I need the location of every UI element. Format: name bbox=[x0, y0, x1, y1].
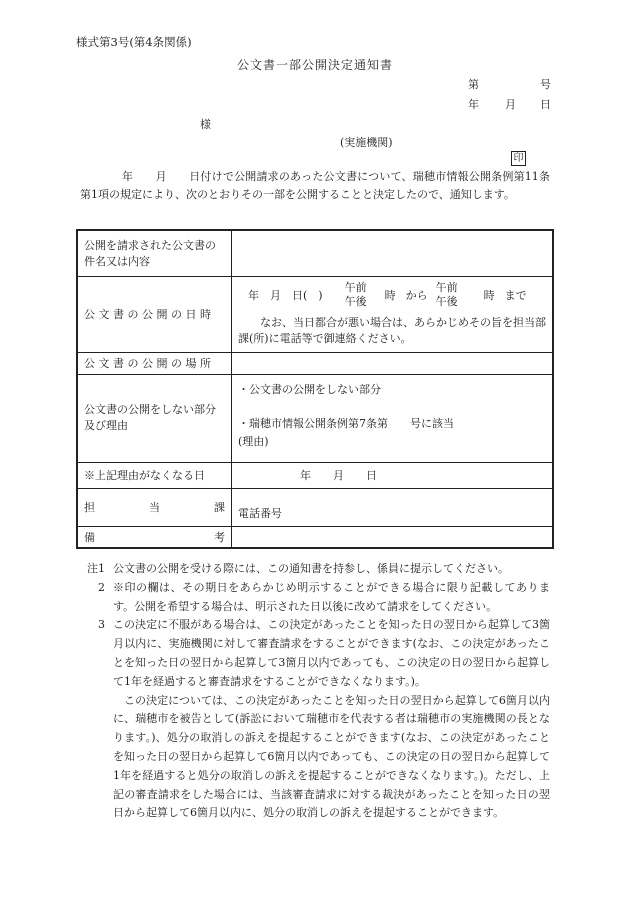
table-row bbox=[77, 230, 553, 276]
note-number: 注1 bbox=[87, 562, 105, 575]
date-year: 年 bbox=[468, 98, 479, 111]
note-text: 公文書の公開を受ける際には、この通知書を持参し、係員に提示してください。 bbox=[113, 562, 509, 575]
note-1 bbox=[80, 560, 550, 579]
number-prefix: 第 bbox=[468, 78, 479, 91]
note-number: 2 bbox=[98, 580, 105, 594]
from-label: から bbox=[405, 289, 428, 302]
page-title: 公文書一部公開決定通知書 bbox=[236, 58, 393, 72]
department-label-char: 課 bbox=[214, 501, 225, 514]
seal-mark: 印 bbox=[511, 151, 526, 166]
ordinance-item: ・瑞穂市情報公開条例第7条第 号に該当 bbox=[238, 416, 454, 430]
reason-end-label: ※上記理由がなくなる日 bbox=[77, 462, 232, 488]
form-number: 様式第3号(第4条関係) bbox=[76, 35, 192, 49]
remarks-label-char: 備 bbox=[84, 530, 95, 544]
table-row bbox=[77, 352, 553, 374]
until-label: まで bbox=[504, 289, 527, 302]
department-label bbox=[77, 488, 232, 526]
number-suffix: 号 bbox=[540, 78, 551, 91]
table-row bbox=[77, 462, 553, 488]
disclosure-place-label: 公 文 書 の 公 開 の 場 所 bbox=[77, 352, 232, 374]
table-row bbox=[77, 374, 553, 462]
disclosure-datetime-value bbox=[232, 276, 554, 352]
remarks-value bbox=[232, 526, 554, 548]
pm-label: 午後 bbox=[435, 295, 458, 308]
requested-document-label: 公開を請求された公文書の件名又は内容 bbox=[77, 230, 232, 276]
table-row bbox=[77, 526, 553, 548]
note-text: ※印の欄は、その期日をあらかじめ明示することができる場合に限り記載してあります。公開を希望する場合は、明示された日以後に改めて請求をしてください。 bbox=[113, 580, 550, 613]
datetime-date: 年 月 日( ) bbox=[248, 289, 323, 302]
department-label-char: 当 bbox=[149, 501, 160, 514]
phone-label: 電話番号 bbox=[238, 506, 282, 520]
note-number: 3 bbox=[98, 618, 105, 632]
undisclosed-part-label: 公文書の公開をしない部分及び理由 bbox=[77, 374, 232, 462]
note-2 bbox=[80, 579, 550, 617]
undisclosed-part-value bbox=[232, 374, 554, 462]
remarks-label-char: 考 bbox=[214, 530, 225, 544]
addressee-suffix: 様 bbox=[200, 118, 211, 131]
datetime-line bbox=[238, 281, 546, 309]
hour-end: 時 bbox=[483, 289, 495, 302]
disclosure-place-value bbox=[232, 352, 554, 374]
pm-label: 午後 bbox=[344, 295, 367, 308]
ampm-end bbox=[436, 281, 458, 309]
intro-paragraph: 年 月 日付けで公開請求のあった公文書について、瑞穂市情報公開条例第11条第1項の規定により、次のとおりその一部を公開することと決定したので、通知します。 bbox=[80, 170, 550, 201]
disclosure-datetime-label bbox=[77, 276, 232, 352]
hour-start: 時 bbox=[384, 289, 396, 302]
disclosure-datetime-label-text: 公 文 書 の 公 開 の 日 時 bbox=[84, 308, 211, 321]
decision-table bbox=[76, 229, 554, 549]
remarks-label bbox=[77, 526, 232, 548]
undisclosed-part-item: ・公文書の公開をしない部分 bbox=[238, 382, 381, 396]
table-row bbox=[77, 276, 553, 352]
note-3 bbox=[80, 616, 550, 691]
am-label: 午前 bbox=[344, 281, 367, 295]
note-text: この決定に不服がある場合は、この決定があったことを知った日の翌日から起算して3箇月以内に、実施機関に対して審査請求をすることができます(なお、この決定があったことを知った日の翌日から起算して3箇月以内であっても、この決定の日の翌日から起算して1年を経過すると審査請求をすることができなくなります。)。 bbox=[113, 618, 550, 688]
department-label-char: 担 bbox=[84, 501, 95, 514]
ampm-start bbox=[345, 281, 367, 309]
table-row bbox=[77, 488, 553, 526]
issuing-institution: (実施機関) bbox=[340, 136, 393, 149]
reason-end-value bbox=[232, 462, 554, 488]
reason-item: (理由) bbox=[238, 434, 269, 448]
notes-section bbox=[80, 560, 550, 823]
am-label: 午前 bbox=[435, 281, 458, 295]
department-value bbox=[232, 488, 554, 526]
reason-end-date: 年 月 日 bbox=[300, 469, 377, 482]
datetime-note: なお、当日都合が悪い場合は、あらかじめその旨を担当部課(所)に電話等で御連絡ください。 bbox=[238, 315, 546, 345]
date-day: 日 bbox=[540, 98, 551, 111]
note-3-paragraph-2: この決定については、この決定があったことを知った日の翌日から起算して6箇月以内に、瑞穂市を被告として(訴訟において瑞穂市を代表する者は瑞穂市の実施機関の長となります。)、処分の取消しの訴えを提起することができます(なお、この決定があったことを知った日の翌日から起算して6箇月以内であっても、この決定の日の翌日から起算して1年を経過すると処分の取消しの訴えを提起することができなくなります。)。ただし、上記の審査請求をした場合には、当該審査請求に対する裁決があったことを知った日の翌日から起算して6箇月以内に、処分の取消しの訴えを提起することができます。 bbox=[113, 693, 550, 820]
date-month: 月 bbox=[505, 98, 516, 111]
requested-document-value bbox=[232, 230, 554, 276]
